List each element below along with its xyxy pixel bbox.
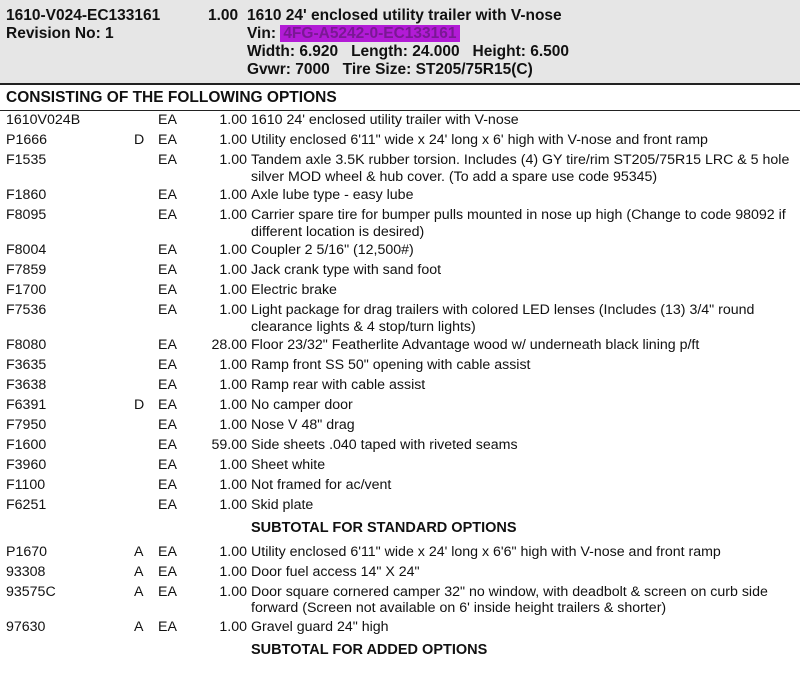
option-uom: EA	[158, 377, 177, 393]
option-description: Sheet white	[251, 457, 326, 473]
option-flag	[134, 436, 158, 456]
option-row	[0, 436, 800, 456]
option-row	[0, 476, 800, 496]
vin-label: Vin:	[247, 25, 276, 42]
option-flag: D	[134, 132, 145, 148]
option-code: F3960	[6, 457, 47, 473]
option-flag: A	[134, 563, 144, 580]
option-code: 93308	[6, 563, 46, 580]
option-row	[0, 301, 800, 336]
option-code: P1670	[6, 543, 48, 560]
option-code: F1535	[6, 152, 47, 168]
option-uom: EA	[158, 397, 177, 413]
option-code: F6391	[6, 397, 47, 413]
option-qty: 1.00	[219, 152, 247, 168]
option-row	[0, 376, 800, 396]
section-title: CONSISTING OF THE FOLLOWING OPTIONS	[0, 85, 800, 111]
option-description: Jack crank type with sand foot	[251, 262, 442, 278]
option-qty: 1.00	[219, 242, 247, 258]
option-qty: 1.00	[219, 357, 247, 373]
option-qty: 1.00	[219, 132, 247, 148]
subtotal-added-label: SUBTOTAL FOR ADDED OPTIONS	[251, 641, 488, 658]
vin-value-highlighted: 4FG-A5242-0-EC133161	[280, 25, 459, 42]
option-description: Skid plate	[251, 497, 314, 513]
option-code: 97630	[6, 618, 46, 635]
standard-options-body	[0, 111, 800, 516]
option-flag	[134, 336, 158, 356]
option-qty: 1.00	[219, 618, 247, 635]
option-description: Carrier spare tire for bumper pulls mounted in nose up high (Change to code 98092 if different location is desired)	[251, 207, 786, 240]
option-uom: EA	[158, 132, 177, 148]
option-code: F7859	[6, 262, 47, 278]
option-uom: EA	[158, 337, 177, 353]
option-code: F7536	[6, 302, 47, 318]
option-description: Tandem axle 3.5K rubber torsion. Includes (4) GY tire/rim ST205/75R15 LRC & 5 hole silver MOD wheel & hub cover. (To add a spare use code 95345)	[251, 152, 790, 185]
option-uom: EA	[158, 357, 177, 373]
option-uom: EA	[158, 152, 177, 168]
option-uom: EA	[158, 497, 177, 513]
option-code: F3635	[6, 357, 47, 373]
option-flag: A	[134, 618, 144, 635]
header-left	[6, 7, 160, 43]
option-qty: 1.00	[219, 262, 247, 278]
option-uom: EA	[158, 262, 177, 278]
options-table	[0, 111, 800, 664]
option-uom: EA	[158, 302, 177, 318]
option-flag	[134, 281, 158, 301]
option-code: F1700	[6, 282, 47, 298]
option-flag	[134, 356, 158, 376]
option-description: 1610 24' enclosed utility trailer with V-nose	[251, 112, 519, 128]
option-qty: 1.00	[219, 477, 247, 493]
option-description: Coupler 2 5/16" (12,500#)	[251, 242, 414, 258]
option-description: Door square cornered camper 32" no window, with deadbolt & screen on curb side forward (Screen not available on 6' inside height trailers & shorter)	[251, 583, 768, 616]
option-uom: EA	[158, 207, 177, 223]
subtotal-added-row	[0, 638, 800, 665]
option-description: Ramp front SS 50" opening with cable assist	[251, 357, 531, 373]
option-description: Gravel guard 24" high	[251, 618, 389, 635]
option-uom: EA	[158, 187, 177, 203]
option-code: 1610V024B	[6, 112, 81, 128]
option-qty: 1.00	[219, 207, 247, 223]
option-code: F8004	[6, 242, 47, 258]
option-row	[0, 496, 800, 516]
option-qty: 1.00	[219, 583, 247, 600]
option-description: Electric brake	[251, 282, 337, 298]
option-uom: EA	[158, 457, 177, 473]
option-code: F1860	[6, 187, 47, 203]
option-description: Not framed for ac/vent	[251, 477, 392, 493]
option-uom: EA	[158, 242, 177, 258]
option-qty: 1.00	[219, 302, 247, 318]
option-uom: EA	[158, 112, 177, 128]
option-code: F1100	[6, 477, 46, 493]
vin-line	[247, 25, 569, 43]
option-code: F1600	[6, 437, 47, 453]
option-description: Light package for drag trailers with colored LED lenses (Includes (13) 3/4" round clearance lights & 4 stop/turn lights)	[251, 302, 755, 335]
option-row	[0, 111, 800, 131]
option-row	[0, 261, 800, 281]
option-description: Side sheets .040 taped with riveted seams	[251, 437, 518, 453]
option-qty: 1.00	[219, 417, 247, 433]
revision-number: Revision No: 1	[6, 25, 114, 42]
subtotal-standard-label: SUBTOTAL FOR STANDARD OPTIONS	[251, 520, 517, 536]
header-qty: 1.00	[208, 7, 239, 24]
option-uom: EA	[158, 417, 177, 433]
option-row	[0, 206, 800, 241]
dimensions-line: Width: 6.920 Length: 24.000 Height: 6.500	[247, 43, 569, 60]
option-row	[0, 241, 800, 261]
option-qty: 1.00	[219, 187, 247, 203]
option-code: F8095	[6, 207, 47, 223]
option-flag	[134, 476, 158, 496]
option-flag	[134, 456, 158, 476]
option-description: Nose V 48" drag	[251, 417, 355, 433]
option-code: 93575C	[6, 583, 56, 600]
option-code: F3638	[6, 377, 47, 393]
option-qty: 1.00	[219, 282, 247, 298]
option-description: No camper door	[251, 397, 353, 413]
option-row	[0, 543, 800, 563]
option-uom: EA	[158, 583, 177, 600]
option-row	[0, 281, 800, 301]
trailer-title: 1610 24' enclosed utility trailer with V-nose	[247, 7, 562, 24]
option-row	[0, 186, 800, 206]
option-code: F8080	[6, 337, 47, 353]
option-flag	[134, 186, 158, 206]
option-code: F6251	[6, 497, 47, 513]
option-description: Utility enclosed 6'11" wide x 24' long x 6'6" high with V-nose and front ramp	[251, 543, 721, 560]
header-right	[247, 7, 569, 79]
option-description: Axle lube type - easy lube	[251, 187, 414, 203]
document-header	[0, 0, 800, 85]
option-row	[0, 583, 800, 618]
option-row	[0, 356, 800, 376]
option-uom: EA	[158, 477, 177, 493]
option-uom: EA	[158, 563, 177, 580]
option-uom: EA	[158, 282, 177, 298]
option-qty: 1.00	[219, 397, 247, 413]
option-flag: A	[134, 543, 144, 560]
option-row	[0, 131, 800, 151]
added-options-body	[0, 543, 800, 638]
option-description: Utility enclosed 6'11" wide x 24' long x 6' high with V-nose and front ramp	[251, 132, 708, 148]
option-row	[0, 151, 800, 186]
option-uom: EA	[158, 618, 177, 635]
option-qty: 1.00	[219, 112, 247, 128]
option-code: P1666	[6, 132, 48, 148]
option-uom: EA	[158, 543, 177, 560]
option-row	[0, 618, 800, 638]
option-qty: 1.00	[219, 563, 247, 580]
option-flag	[134, 301, 158, 336]
option-row	[0, 563, 800, 583]
subtotal-standard-row	[0, 516, 800, 543]
option-description: Door fuel access 14" X 24"	[251, 563, 420, 580]
option-description: Ramp rear with cable assist	[251, 377, 426, 393]
option-row	[0, 456, 800, 476]
option-flag	[134, 416, 158, 436]
option-flag	[134, 111, 158, 131]
gvwr-line: Gvwr: 7000 Tire Size: ST205/75R15(C)	[247, 61, 533, 78]
option-qty: 59.00	[211, 437, 247, 453]
option-flag	[134, 241, 158, 261]
part-number: 1610-V024-EC133161	[6, 7, 161, 24]
option-flag	[134, 151, 158, 186]
option-qty: 28.00	[211, 337, 247, 353]
option-qty: 1.00	[219, 377, 247, 393]
option-code: F7950	[6, 417, 47, 433]
option-flag	[134, 261, 158, 281]
option-qty: 1.00	[219, 543, 247, 560]
option-row	[0, 416, 800, 436]
option-uom: EA	[158, 437, 177, 453]
option-flag	[134, 206, 158, 241]
option-flag	[134, 376, 158, 396]
option-row	[0, 336, 800, 356]
option-description: Floor 23/32" Featherlite Advantage wood w/ underneath black lining p/ft	[251, 337, 700, 353]
option-qty: 1.00	[219, 497, 247, 513]
option-flag: A	[134, 583, 144, 600]
option-qty: 1.00	[219, 457, 247, 473]
option-row	[0, 396, 800, 416]
option-flag	[134, 496, 158, 516]
option-flag: D	[134, 397, 145, 413]
